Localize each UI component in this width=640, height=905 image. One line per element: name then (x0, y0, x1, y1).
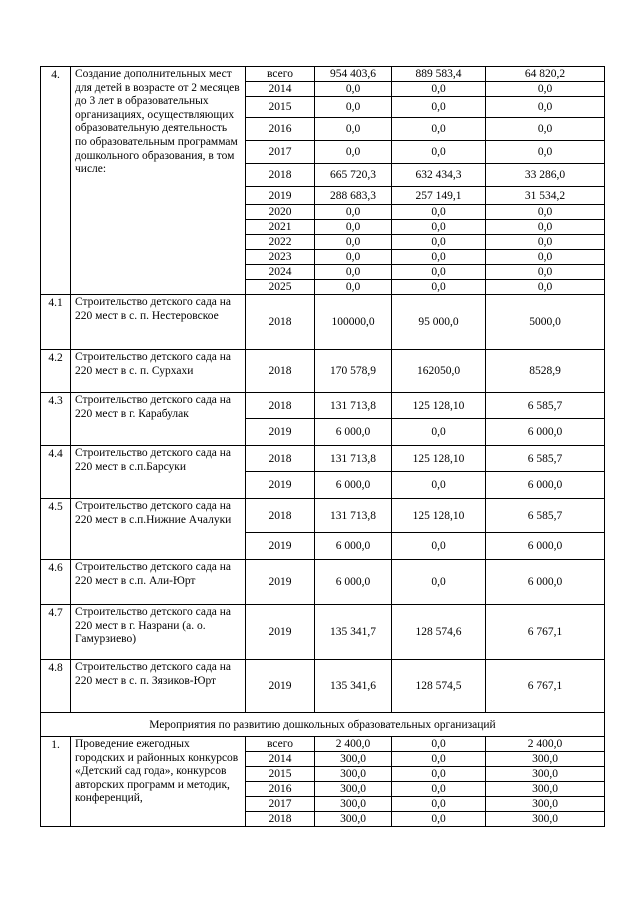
year-cell: 2019 (246, 419, 315, 446)
total-cell: 665 720,3 (315, 164, 392, 187)
table-row (41, 737, 605, 752)
table-row (41, 67, 605, 82)
total-cell: 300,0 (315, 752, 392, 767)
republic-cell: 0,0 (486, 220, 605, 235)
item-name: Строительство детского сада на 220 мест в с.п.Нижние Ачалуки (71, 499, 246, 560)
year-cell: 2014 (246, 82, 315, 97)
republic-cell: 0,0 (486, 235, 605, 250)
federal-cell: 632 434,3 (392, 164, 486, 187)
total-cell: 300,0 (315, 782, 392, 797)
total-cell: 300,0 (315, 797, 392, 812)
table-row (41, 295, 605, 350)
republic-cell: 0,0 (486, 205, 605, 220)
item-number: 4.7 (41, 605, 71, 660)
federal-cell: 0,0 (392, 472, 486, 499)
year-cell: 2024 (246, 265, 315, 280)
federal-cell: 0,0 (392, 235, 486, 250)
federal-cell: 0,0 (392, 82, 486, 97)
republic-cell: 31 534,2 (486, 187, 605, 205)
total-cell: 131 713,8 (315, 393, 392, 419)
federal-cell: 125 128,10 (392, 393, 486, 419)
item-number: 4.1 (41, 295, 71, 350)
total-cell: 954 403,6 (315, 67, 392, 82)
total-cell: 0,0 (315, 235, 392, 250)
federal-cell: 889 583,4 (392, 67, 486, 82)
year-cell: 2018 (246, 446, 315, 472)
section-title: Мероприятия по развитию дошкольных образовательных организаций (41, 713, 605, 737)
budget-table (40, 66, 605, 827)
year-cell: 2023 (246, 250, 315, 265)
table-row (41, 660, 605, 713)
federal-cell: 0,0 (392, 782, 486, 797)
total-cell: 0,0 (315, 205, 392, 220)
year-cell: 2018 (246, 812, 315, 827)
item-number: 4.5 (41, 499, 71, 560)
total-cell: 135 341,6 (315, 660, 392, 713)
year-cell: 2016 (246, 782, 315, 797)
republic-cell: 0,0 (486, 82, 605, 97)
year-cell: всего (246, 67, 315, 82)
total-cell: 0,0 (315, 82, 392, 97)
year-cell: 2015 (246, 767, 315, 782)
item-number: 4.2 (41, 350, 71, 393)
year-cell: 2018 (246, 164, 315, 187)
year-cell: 2019 (246, 187, 315, 205)
federal-cell: 125 128,10 (392, 446, 486, 472)
table-row (41, 446, 605, 472)
total-cell: 100000,0 (315, 295, 392, 350)
federal-cell: 0,0 (392, 767, 486, 782)
section-row (41, 713, 605, 737)
total-cell: 0,0 (315, 265, 392, 280)
year-cell: 2015 (246, 97, 315, 118)
federal-cell: 128 574,6 (392, 605, 486, 660)
federal-cell: 95 000,0 (392, 295, 486, 350)
year-cell: 2014 (246, 752, 315, 767)
total-cell: 6 000,0 (315, 533, 392, 560)
total-cell: 6 000,0 (315, 472, 392, 499)
year-cell: 2025 (246, 280, 315, 295)
item-name: Строительство детского сада на 220 мест в с. п. Зязиков-Юрт (71, 660, 246, 713)
republic-cell: 0,0 (486, 97, 605, 118)
total-cell: 2 400,0 (315, 737, 392, 752)
federal-cell: 0,0 (392, 533, 486, 560)
total-cell: 170 578,9 (315, 350, 392, 393)
total-cell: 0,0 (315, 250, 392, 265)
item-number: 4.8 (41, 660, 71, 713)
republic-cell: 6 000,0 (486, 560, 605, 605)
year-cell: 2018 (246, 393, 315, 419)
year-cell: 2018 (246, 350, 315, 393)
year-cell: 2018 (246, 295, 315, 350)
item-number: 4.3 (41, 393, 71, 446)
republic-cell: 6 585,7 (486, 393, 605, 419)
total-cell: 0,0 (315, 220, 392, 235)
republic-cell: 8528,9 (486, 350, 605, 393)
total-cell: 0,0 (315, 97, 392, 118)
table-row (41, 560, 605, 605)
item-name: Строительство детского сада на 220 мест в с. п. Нестеровское (71, 295, 246, 350)
total-cell: 0,0 (315, 141, 392, 164)
republic-cell: 0,0 (486, 250, 605, 265)
republic-cell: 300,0 (486, 782, 605, 797)
table-row (41, 393, 605, 419)
year-cell: 2022 (246, 235, 315, 250)
item-name: Строительство детского сада на 220 мест в с.п. Али-Юрт (71, 560, 246, 605)
republic-cell: 2 400,0 (486, 737, 605, 752)
federal-cell: 0,0 (392, 141, 486, 164)
year-cell: всего (246, 737, 315, 752)
total-cell: 135 341,7 (315, 605, 392, 660)
republic-cell: 300,0 (486, 812, 605, 827)
total-cell: 0,0 (315, 280, 392, 295)
year-cell: 2019 (246, 472, 315, 499)
federal-cell: 0,0 (392, 118, 486, 141)
table-row (41, 499, 605, 533)
federal-cell: 0,0 (392, 265, 486, 280)
republic-cell: 300,0 (486, 767, 605, 782)
total-cell: 131 713,8 (315, 499, 392, 533)
republic-cell: 0,0 (486, 118, 605, 141)
federal-cell: 257 149,1 (392, 187, 486, 205)
year-cell: 2019 (246, 660, 315, 713)
federal-cell: 0,0 (392, 250, 486, 265)
item-number: 4.4 (41, 446, 71, 499)
republic-cell: 6 585,7 (486, 446, 605, 472)
republic-cell: 6 585,7 (486, 499, 605, 533)
year-cell: 2021 (246, 220, 315, 235)
republic-cell: 300,0 (486, 752, 605, 767)
republic-cell: 6 000,0 (486, 533, 605, 560)
republic-cell: 6 000,0 (486, 472, 605, 499)
federal-cell: 0,0 (392, 797, 486, 812)
republic-cell: 0,0 (486, 280, 605, 295)
table-row (41, 350, 605, 393)
item-number: 1. (41, 737, 71, 827)
total-cell: 0,0 (315, 118, 392, 141)
federal-cell: 0,0 (392, 220, 486, 235)
federal-cell: 0,0 (392, 280, 486, 295)
item-name: Строительство детского сада на 220 мест в с. п. Сурхахи (71, 350, 246, 393)
year-cell: 2019 (246, 533, 315, 560)
item-number: 4.6 (41, 560, 71, 605)
republic-cell: 0,0 (486, 141, 605, 164)
republic-cell: 6 767,1 (486, 660, 605, 713)
republic-cell: 33 286,0 (486, 164, 605, 187)
total-cell: 131 713,8 (315, 446, 392, 472)
year-cell: 2017 (246, 797, 315, 812)
federal-cell: 162050,0 (392, 350, 486, 393)
federal-cell: 0,0 (392, 205, 486, 220)
year-cell: 2018 (246, 499, 315, 533)
federal-cell: 0,0 (392, 752, 486, 767)
table-row (41, 605, 605, 660)
item-name: Создание дополнительных мест для детей в возрасте от 2 месяцев до 3 лет в образовательных организациях, осуществляющих образовательную деятельность по образовательным программам дошкольного образования, в том числе: (71, 67, 246, 295)
federal-cell: 0,0 (392, 737, 486, 752)
year-cell: 2016 (246, 118, 315, 141)
total-cell: 6 000,0 (315, 560, 392, 605)
budget-table-body (41, 67, 605, 827)
year-cell: 2019 (246, 560, 315, 605)
total-cell: 300,0 (315, 812, 392, 827)
republic-cell: 0,0 (486, 265, 605, 280)
year-cell: 2020 (246, 205, 315, 220)
total-cell: 288 683,3 (315, 187, 392, 205)
total-cell: 6 000,0 (315, 419, 392, 446)
item-number: 4. (41, 67, 71, 295)
federal-cell: 125 128,10 (392, 499, 486, 533)
federal-cell: 0,0 (392, 97, 486, 118)
republic-cell: 300,0 (486, 797, 605, 812)
item-name: Проведение ежегодных городских и районных конкурсов «Детский сад года», конкурсов авторских программ и методик, конференций, (71, 737, 246, 827)
federal-cell: 0,0 (392, 419, 486, 446)
republic-cell: 6 767,1 (486, 605, 605, 660)
year-cell: 2019 (246, 605, 315, 660)
republic-cell: 5000,0 (486, 295, 605, 350)
republic-cell: 64 820,2 (486, 67, 605, 82)
item-name: Строительство детского сада на 220 мест в г. Назрани (а. о. Гамурзиево) (71, 605, 246, 660)
item-name: Строительство детского сада на 220 мест в г. Карабулак (71, 393, 246, 446)
federal-cell: 0,0 (392, 812, 486, 827)
republic-cell: 6 000,0 (486, 419, 605, 446)
year-cell: 2017 (246, 141, 315, 164)
federal-cell: 0,0 (392, 560, 486, 605)
item-name: Строительство детского сада на 220 мест в с.п.Барсуки (71, 446, 246, 499)
total-cell: 300,0 (315, 767, 392, 782)
federal-cell: 128 574,5 (392, 660, 486, 713)
